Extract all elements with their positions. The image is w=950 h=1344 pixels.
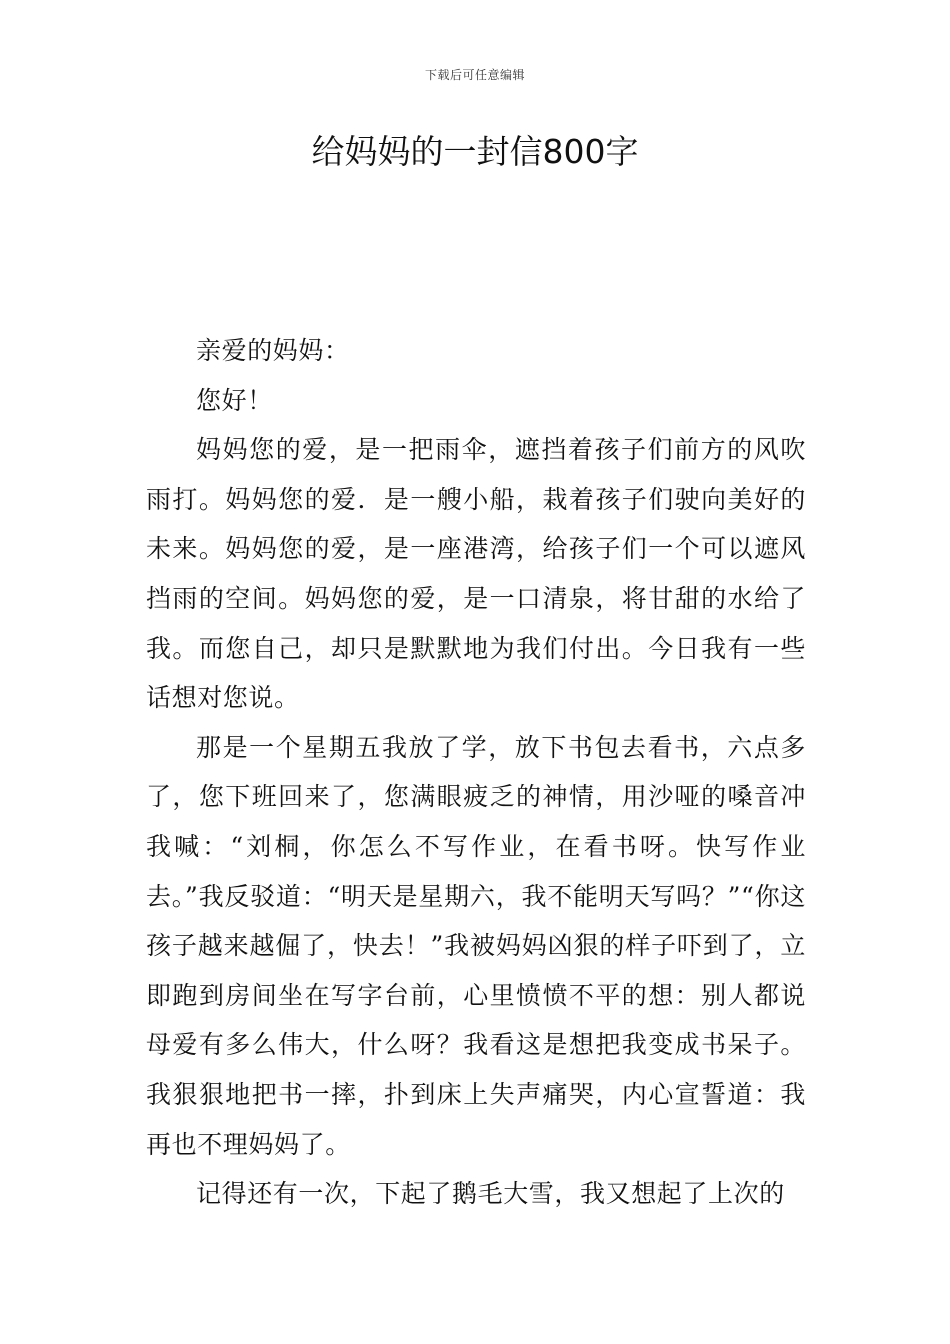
paragraph: 那是一个星期五我放了学，放下书包去看书，六点多了，您下班回来了，您满眼疲乏的神情，用沙哑的嗓音冲我喊：“刘桐，你怎么不写作业，在看书呀。快写作业去。”我反驳道：“明天是星期六，我不能明天写吗？”“你这孩子越来越倔了，快去！”我被妈妈凶狠的样子吓到了，立即跑到房间坐在写字台前，心里愤愤不平的想：别人都说母爱有多么伟大，什么呀？我看这是想把我变成书呆子。我狠狠地把书一摔，扑到床上失声痛哭，内心宣誓道：我再也不理妈妈了。 bbox=[146, 732, 806, 1159]
document-title: 给妈妈的一封信800字 bbox=[311, 132, 639, 171]
paragraph: 记得还有一次，下起了鹅毛大雪，我又想起了上次的 bbox=[196, 1179, 785, 1209]
paragraph: 妈妈您的爱，是一把雨伞，遮挡着孩子们前方的风吹雨打。妈妈您的爱．是一艘小船，栽着孩子们驶向美好的未来。妈妈您的爱，是一座港湾，给孩子们一个可以遮风挡雨的空间。妈妈您的爱，是一口清泉，将甘甜的水给了我。而您自己，却只是默默地为我们付出。今日我有一些话想对您说。 bbox=[146, 435, 806, 713]
salutation: 亲爱的妈妈： bbox=[196, 336, 350, 365]
header-note: 下载后可任意编辑 bbox=[424, 68, 525, 82]
greeting: 您好！ bbox=[196, 385, 273, 415]
letter-body bbox=[146, 326, 806, 1219]
